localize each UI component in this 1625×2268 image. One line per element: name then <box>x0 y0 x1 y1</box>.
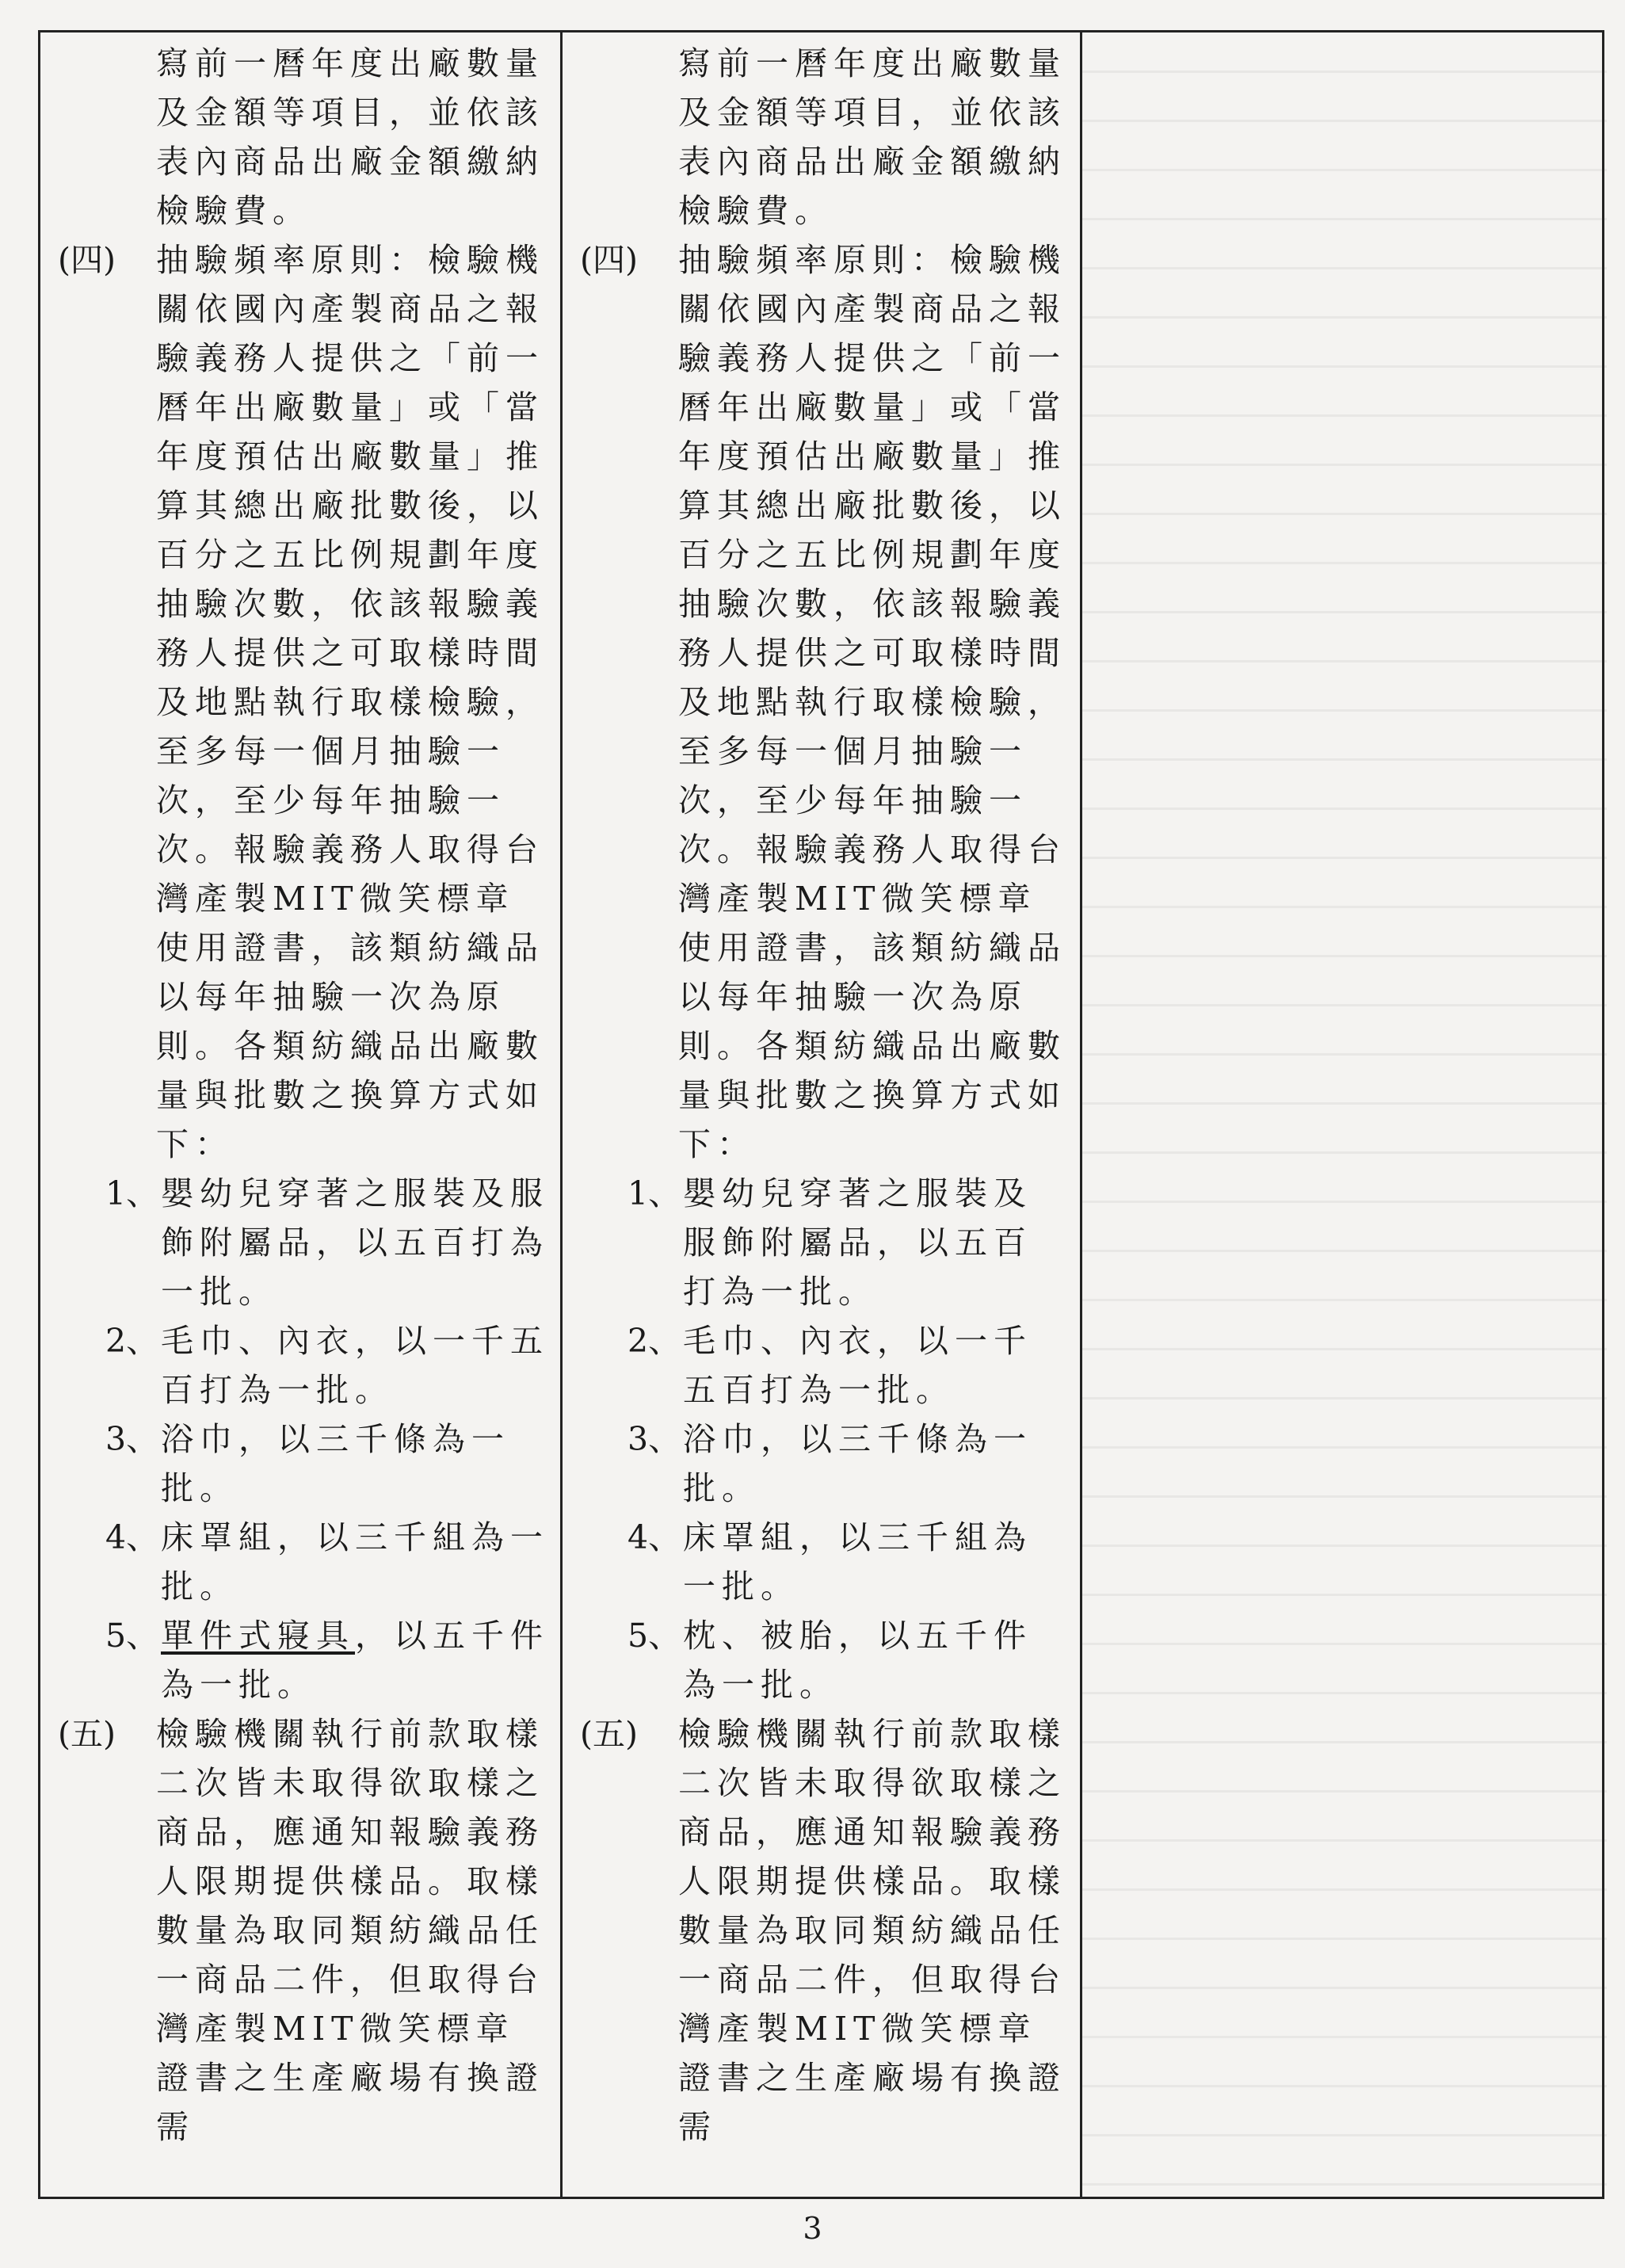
sub-item-2-marker: 2、 <box>105 1322 159 1360</box>
sub-item-2-text: 毛巾、內衣，以一千五百打為一批。 <box>683 1322 1032 1409</box>
sub-item-2-text: 毛巾、內衣，以一千五百打為一批。 <box>161 1322 549 1409</box>
intro-paragraph: 寫前一曆年度出廠數量及金額等項目，並依該表內商品出廠金額繳納檢驗費。 <box>156 44 544 230</box>
sub-item-5-marker: 5、 <box>105 1617 159 1655</box>
item-4-marker: (四) <box>580 241 638 279</box>
sub-item-5-text <box>161 1611 549 1709</box>
item-5-marker: (五) <box>58 1715 116 1753</box>
page-number: 3 <box>803 2211 822 2246</box>
sub-item-1 <box>105 1169 549 1316</box>
item-5 <box>58 1709 549 2152</box>
comparison-table <box>38 30 1604 2199</box>
intro-paragraph: 寫前一曆年度出廠數量及金額等項目，並依該表內商品出廠金額繳納檢驗費。 <box>678 44 1066 230</box>
item-4 <box>58 235 549 1169</box>
item-4-text: 抽驗頻率原則：檢驗機關依國內產製商品之報驗義務人提供之「前一曆年出廠數量」或「當年度預估出廠數量」推算其總出廠批數後，以百分之五比例規劃年度抽驗次數，依該報驗義務人提供之可取樣時間及地點執行取樣檢驗，至多每一個月抽驗一次，至少每年抽驗一次。報驗義務人取得台灣產製MIT微笑標章使用證書，該類紡織品以每年抽驗一次為原則。各類紡織品出廠數量與批數之換算方式如下： <box>678 241 1066 1163</box>
item-5-text: 檢驗機關執行前款取樣二次皆未取得欲取樣之商品，應通知報驗義務人限期提供樣品。取樣數量為取同類紡織品任一商品二件，但取得台灣產製MIT微笑標章證書之生產廠場有換證需 <box>156 1715 544 2146</box>
sub-item-3 <box>627 1415 1069 1513</box>
item-4-text: 抽驗頻率原則：檢驗機關依國內產製商品之報驗義務人提供之「前一曆年出廠數量」或「當年度預估出廠數量」推算其總出廠批數後，以百分之五比例規劃年度抽驗次數，依該報驗義務人提供之可取樣時間及地點執行取樣檢驗，至多每一個月抽驗一次，至少每年抽驗一次。報驗義務人取得台灣產製MIT微笑標章使用證書，該類紡織品以每年抽驗一次為原則。各類紡織品出廠數量與批數之換算方式如下： <box>156 241 544 1163</box>
original-text-column <box>560 32 1080 2197</box>
explanation-column <box>1080 32 1607 2197</box>
sub-item-1 <box>627 1169 1069 1316</box>
sub-item-1-text: 嬰幼兒穿著之服裝及服飾附屬品，以五百打為一批。 <box>161 1174 549 1311</box>
sub-item-5-rest: ，以五千件為一批。 <box>161 1617 549 1704</box>
sub-item-3 <box>105 1415 549 1513</box>
sub-item-3-text: 浴巾，以三千條為一批。 <box>161 1420 510 1507</box>
sub-item-5 <box>105 1611 549 1709</box>
sub-item-5 <box>627 1611 1069 1709</box>
sub-item-3-marker: 3、 <box>627 1420 681 1458</box>
sub-item-3-text: 浴巾，以三千條為一批。 <box>683 1420 1032 1507</box>
sub-item-1-text: 嬰幼兒穿著之服裝及服飾附屬品，以五百打為一批。 <box>683 1174 1032 1311</box>
item-4 <box>580 235 1069 1169</box>
amended-term: 單件式寢具 <box>161 1617 355 1655</box>
sub-item-3-marker: 3、 <box>105 1420 159 1458</box>
sub-item-4-marker: 4、 <box>627 1518 681 1556</box>
sub-item-1-marker: 1、 <box>627 1174 681 1212</box>
item-5-marker: (五) <box>580 1715 638 1753</box>
sub-item-4 <box>105 1513 549 1611</box>
item-5-text: 檢驗機關執行前款取樣二次皆未取得欲取樣之商品，應通知報驗義務人限期提供樣品。取樣數量為取同類紡織品任一商品二件，但取得台灣產製MIT微笑標章證書之生產廠場有換證需 <box>678 1715 1066 2146</box>
item-4-marker: (四) <box>58 241 116 279</box>
sub-item-4 <box>627 1513 1069 1611</box>
sub-item-5-text: 枕、被胎，以五千件為一批。 <box>683 1617 1032 1704</box>
item-5 <box>580 1709 1069 2152</box>
show-through-shading <box>1082 32 1607 2197</box>
sub-item-5-marker: 5、 <box>627 1617 681 1655</box>
sub-item-4-text: 床罩組，以三千組為一批。 <box>683 1518 1032 1606</box>
sub-item-4-text: 床罩組，以三千組為一批。 <box>161 1518 549 1606</box>
amended-text-column <box>40 32 560 2197</box>
sub-item-4-marker: 4、 <box>105 1518 159 1556</box>
sub-item-2 <box>627 1316 1069 1415</box>
sub-item-2 <box>105 1316 549 1415</box>
sub-item-1-marker: 1、 <box>105 1174 159 1212</box>
sub-item-2-marker: 2、 <box>627 1322 681 1360</box>
